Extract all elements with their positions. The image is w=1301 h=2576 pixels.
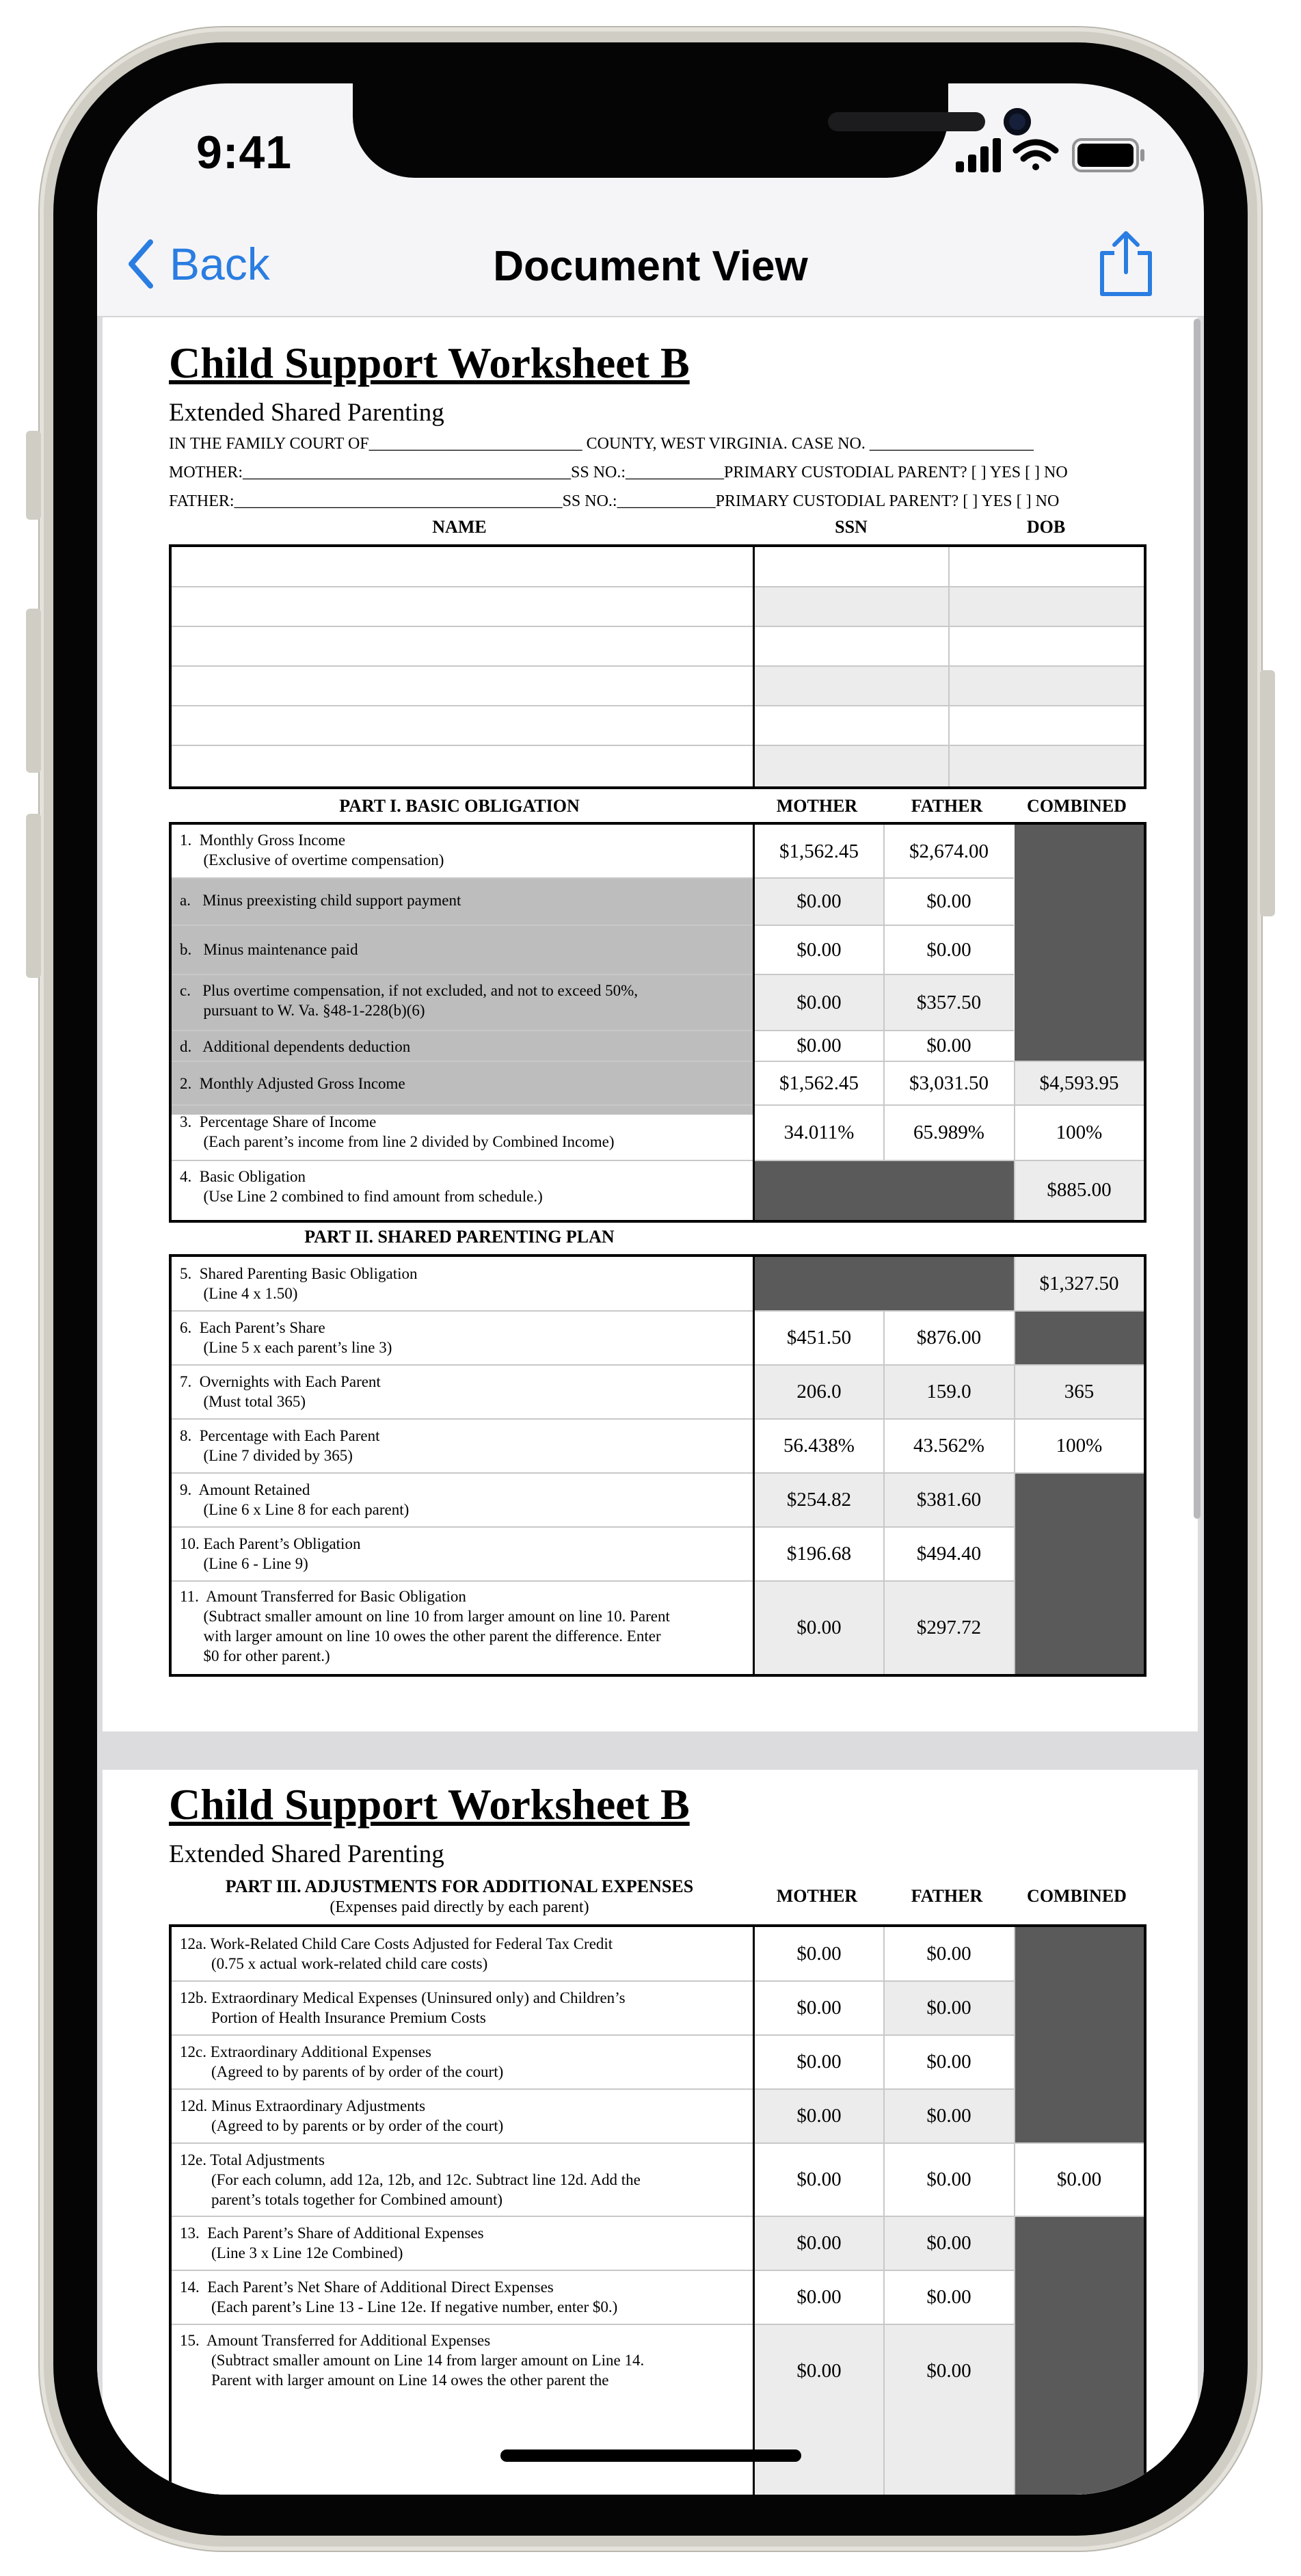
part3-table [169,1924,1146,2495]
court-line: IN THE FAMILY COURT OF__________________________ COUNTY, WEST VIRGINIA. CASE NO. ____________________ [169,435,1034,453]
mother-line: MOTHER:________________________________________SS NO.:____________PRIMARY CUSTODIAL PARENT? [ ] YES [ ] NO [169,464,1068,481]
col-combined: COMBINED [1027,1886,1127,1906]
row-label: 7. Overnights with Each Parent (Must total 365) [180,1373,381,1410]
mother-value: $0.00 [796,2104,842,2127]
row-label: 8. Percentage with Each Parent (Line 7 divided by 365) [180,1427,380,1464]
part2-table [169,1254,1146,1677]
back-label: Back [170,239,270,289]
combined-value: $4,593.95 [1039,1072,1119,1094]
mother-value: $0.00 [796,1942,842,1965]
row-label: 12e. Total Adjustments (For each column, add 12a, 12b, and 12c. Subtract line 12d. Add the parent’s totals together for Combined amount) [180,2151,641,2208]
father-value: $381.60 [916,1488,982,1511]
father-line: FATHER:________________________________________SS NO.:____________PRIMARY CUSTODIAL PARENT? [ ] YES [ ] NO [169,492,1060,510]
father-value: 159.0 [926,1380,971,1403]
row-label: 14. Each Parent’s Net Share of Additional Direct Expenses (Each parent’s Line 13 - Line 12e. If negative number, enter $0.) [180,2279,618,2315]
shaded-cell [1015,1473,1144,1674]
col-combined: COMBINED [1027,796,1127,816]
mother-value: $0.00 [796,2285,842,2308]
battery-icon [1073,140,1144,171]
mother-value: $0.00 [796,991,842,1013]
share-button[interactable] [1095,230,1157,298]
mother-value: $254.82 [786,1488,852,1511]
volume-down-button [26,814,41,978]
part3-heading: PART III. ADJUSTMENTS FOR ADDITIONAL EXPENSES [225,1876,694,1896]
mother-value: $196.68 [786,1542,852,1565]
screen [97,83,1204,2495]
mother-value: 34.011% [783,1121,855,1143]
worksheet-title: Child Support Worksheet B [169,338,690,387]
home-indicator[interactable] [500,2449,801,2462]
status-time: 9:41 [196,127,293,178]
col-father: FATHER [911,796,983,816]
mother-value: $0.00 [796,2050,842,2073]
father-value: $0.00 [926,1996,971,2019]
mother-value: $0.00 [796,1616,842,1638]
power-button [1260,670,1275,916]
shaded-cell [1015,1311,1144,1364]
children-table [169,544,1146,789]
row-label: a. Minus preexisting child support payment [180,892,461,909]
father-value: $357.50 [916,991,982,1013]
mother-value: $0.00 [796,938,842,961]
col-mother: MOTHER [776,796,858,816]
child-dob-header: DOB [1026,517,1066,537]
father-value: $0.00 [926,1035,971,1057]
part1-heading: PART I. BASIC OBLIGATION [339,796,580,816]
document-page-1 [103,317,1198,1731]
col-mother: MOTHER [776,1886,858,1906]
combined-value: $0.00 [1056,2168,1102,2190]
row-label: 1. Monthly Gross Income (Exclusive of overtime compensation) [180,832,444,868]
father-value: $494.40 [916,1542,982,1565]
camera [1004,108,1031,135]
signal-icon [956,138,1001,172]
mother-value: $1,562.45 [779,1072,859,1094]
page-title: Document View [493,243,808,290]
shaded-cell [1015,1927,1144,2143]
combined-value: 100% [1056,1434,1103,1457]
row-label: 5. Shared Parenting Basic Obligation (Line 4 x 1.50) [180,1265,418,1302]
shaded-cell [1015,2216,1144,2495]
scrollbar[interactable] [1194,319,1201,1519]
part2-heading: PART II. SHARED PARENTING PLAN [304,1227,615,1247]
father-value: $0.00 [926,890,971,912]
row-label: 6. Each Parent’s Share (Line 5 x each parent’s line 3) [180,1319,392,1356]
mute-switch [26,431,41,520]
father-value: $0.00 [926,2231,971,2254]
worksheet-subtitle: Extended Shared Parenting [169,399,444,427]
combined-value: 365 [1064,1380,1095,1403]
combined-value: 100% [1056,1121,1103,1143]
father-value: $0.00 [926,2359,971,2382]
navigation-bar [97,213,1204,317]
row-label: 15. Amount Transferred for Additional Expenses (Subtract smaller amount on Line 14 from larger amount on Line 14. Parent with larger amount on Line 14 owes the other parent the [180,2332,645,2389]
mother-value: $451.50 [786,1326,852,1349]
father-value: $0.00 [926,2168,971,2190]
row-label: 2. Monthly Adjusted Gross Income [180,1075,405,1092]
row-label: 3. Percentage Share of Income (Each parent’s income from line 2 divided by Combined Income) [180,1113,615,1150]
father-value: $876.00 [916,1326,982,1349]
wifi-icon [1016,142,1056,170]
father-value: $0.00 [926,2050,971,2073]
combined-value: $885.00 [1047,1179,1112,1201]
child-name-header: NAME [432,517,487,537]
mother-value: $0.00 [796,2168,842,2190]
document-page-2 [103,1770,1198,2495]
shaded-cell [754,1257,1014,1310]
row-label: 12b. Extraordinary Medical Expenses (Uninsured only) and Children’s Portion of Health Insurance Premium Costs [180,1989,626,2026]
father-value: 43.562% [913,1434,984,1457]
father-value: $0.00 [926,2104,971,2127]
mother-value: 206.0 [796,1380,842,1403]
volume-up-button [26,609,41,773]
mother-value: $0.00 [796,2359,842,2382]
mother-value: $0.00 [796,890,842,912]
mother-value: 56.438% [783,1434,855,1457]
row-label: 12a. Work-Related Child Care Costs Adjusted for Federal Tax Credit (0.75 x actual work-related child care costs) [180,1935,613,1972]
father-value: $3,031.50 [909,1072,989,1094]
father-value: 65.989% [913,1121,984,1143]
father-value: $0.00 [926,1942,971,1965]
row-label: 13. Each Parent’s Share of Additional Expenses (Line 3 x Line 12e Combined) [180,2225,484,2261]
combined-value: $1,327.50 [1039,1272,1119,1294]
father-value: $0.00 [926,2285,971,2308]
worksheet-subtitle: Extended Shared Parenting [169,1840,444,1868]
row-label: d. Additional dependents deduction [180,1038,411,1055]
row-label: 12d. Minus Extraordinary Adjustments (Agreed to by parents or by order of the court) [180,2097,504,2134]
row-label: 4. Basic Obligation (Use Line 2 combined to find amount from schedule.) [180,1168,543,1205]
share-icon [1095,230,1157,298]
mother-value: $0.00 [796,2231,842,2254]
document-viewer[interactable] [97,317,1204,2495]
part1-table [169,822,1146,1223]
speaker [828,112,985,131]
shaded-cell [1015,825,1144,1061]
worksheet-title: Child Support Worksheet B [169,1780,690,1829]
row-label: b. Minus maintenance paid [180,941,358,958]
father-value: $0.00 [926,938,971,961]
mother-value: $0.00 [796,1996,842,2019]
row-label: 9. Amount Retained (Line 6 x Line 8 for each parent) [180,1481,410,1518]
status-icons [956,134,1161,175]
shaded-cell [754,1160,1014,1220]
mother-value: $1,562.45 [779,840,859,862]
mother-value: $0.00 [796,1035,842,1057]
child-ssn-header: SSN [835,517,868,537]
row-label: 10. Each Parent’s Obligation (Line 6 - Line 9) [180,1535,361,1572]
part3-subheading: (Expenses paid directly by each parent) [330,1898,589,1916]
notch [353,83,948,178]
father-value: $2,674.00 [909,840,989,862]
col-father: FATHER [911,1886,983,1906]
row-label: 12c. Extraordinary Additional Expenses (Agreed to by parents of by order of the court) [180,2043,504,2080]
father-value: $297.72 [916,1616,982,1638]
row-label: 11. Amount Transferred for Basic Obligation (Subtract smaller amount on line 10 from larger amount on line 10. Parent with larger amount on line 10 owes the other parent the difference. Enter $0 for other parent.) [180,1588,670,1664]
row-label: c. Plus overtime compensation, if not excluded, and not to exceed 50%, pursuant to W. Va. §48-1-228(b)(6) [180,982,639,1019]
